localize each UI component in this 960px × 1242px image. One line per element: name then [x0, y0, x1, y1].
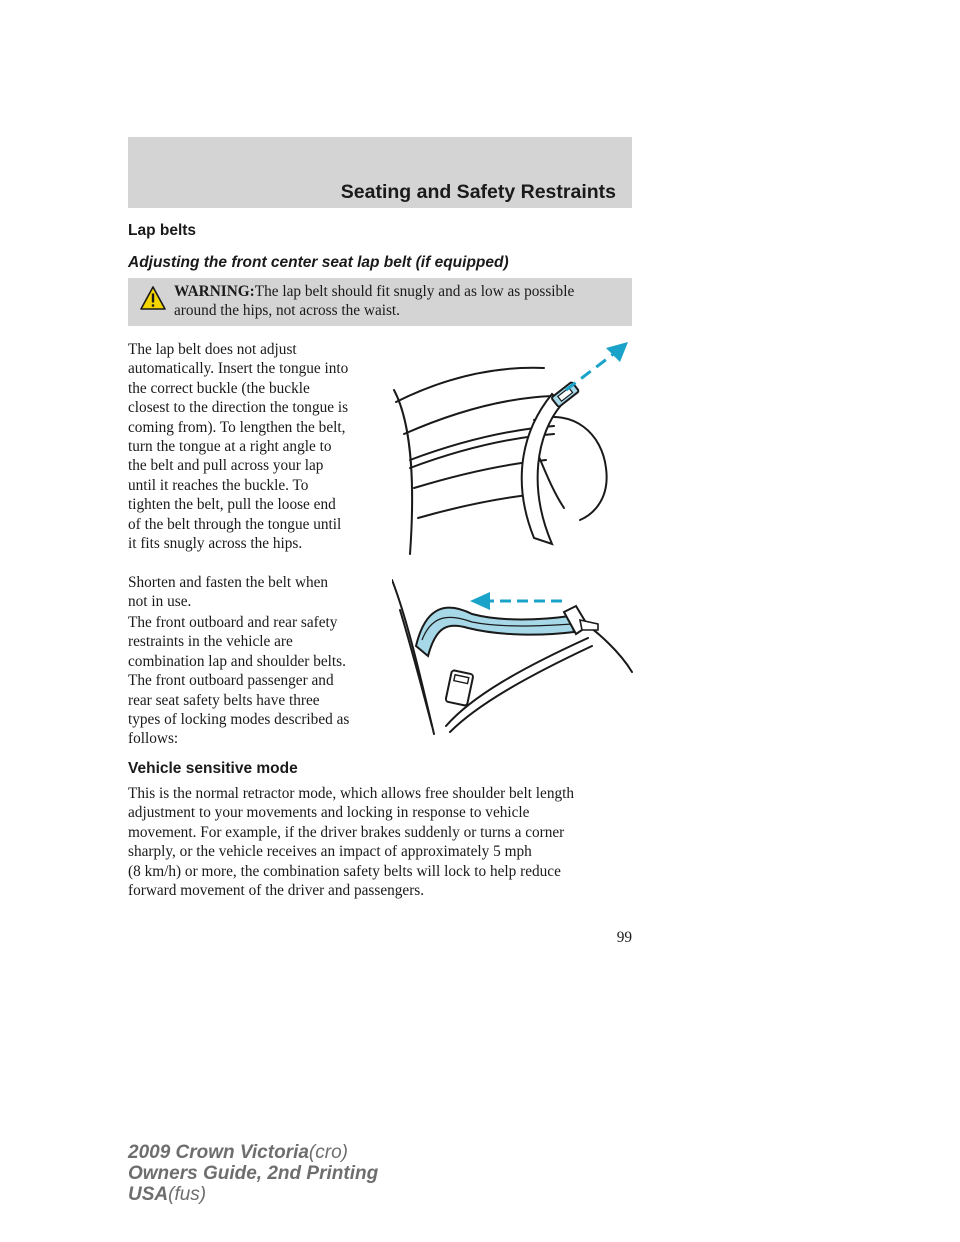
text-line: The front outboard passenger and — [128, 672, 334, 690]
text-line: (8 km/h) or more, the combination safety belts will lock to help reduce — [128, 862, 561, 880]
text-line: types of locking modes described as — [128, 711, 350, 729]
heading-vehicle-sensitive-mode: Vehicle sensitive mode — [128, 760, 298, 777]
text-line: automatically. Insert the tongue into — [128, 360, 349, 378]
subheading-center-seat-lap-belt: Adjusting the front center seat lap belt (if equipped) — [128, 254, 509, 271]
warning-box — [128, 278, 632, 326]
warning-line-1: The lap belt should fit snugly and as low as possible — [254, 283, 575, 300]
footer-model: 2009 Crown Victoria — [128, 1142, 309, 1163]
warning-line-2: around the hips, not across the waist. — [174, 302, 401, 319]
paragraph-vehicle-sensitive-mode — [128, 784, 574, 900]
document-footer — [128, 1142, 378, 1205]
text-line: Shorten and fasten the belt when — [128, 574, 329, 591]
warning-triangle-icon — [140, 286, 166, 310]
text-line: until it reaches the buckle. To — [128, 476, 309, 494]
footer-edition: Owners Guide, 2nd Printing — [128, 1163, 379, 1184]
text-line: follows: — [128, 730, 179, 748]
lap-belt-shorten-illustration — [392, 576, 638, 738]
text-line: it fits snugly across the hips. — [128, 535, 303, 553]
text-line: not in use. — [128, 593, 192, 611]
text-line: rear seat safety belts have three — [128, 691, 320, 709]
text-line: restraints in the vehicle are — [128, 633, 293, 651]
text-line: tighten the belt, pull the loose end — [128, 496, 336, 514]
lap-belt-lengthen-illustration — [384, 338, 636, 560]
text-line: movement. For example, if the driver brakes suddenly or turns a corner — [128, 823, 565, 841]
paragraph-lap-belt-adjust — [128, 340, 348, 553]
text-line: forward movement of the driver and passengers. — [128, 882, 425, 900]
text-line: coming from). To lengthen the belt, — [128, 418, 346, 436]
text-line: of the belt through the tongue until — [128, 515, 342, 533]
text-line: closest to the direction the tongue is — [128, 399, 349, 417]
text-line: the belt and pull across your lap — [128, 457, 324, 475]
text-line: the correct buckle (the buckle — [128, 379, 310, 397]
section-header-band — [128, 137, 632, 208]
text-line: sharply, or the vehicle receives an impact of approximately 5 mph — [128, 843, 532, 861]
footer-market: USA — [128, 1184, 169, 1205]
text-line: The lap belt does not adjust — [128, 341, 297, 358]
footer-model-code: (cro) — [308, 1142, 348, 1163]
paragraph-locking-modes — [128, 613, 349, 749]
text-line: This is the normal retractor mode, which allows free shoulder belt length — [128, 785, 575, 802]
footer-market-code: (fus) — [168, 1184, 207, 1205]
warning-text — [174, 282, 624, 320]
section-title: Seating and Safety Restraints — [340, 181, 616, 203]
heading-lap-belts: Lap belts — [128, 222, 197, 239]
text-line: turn the tongue at a right angle to — [128, 438, 332, 456]
paragraph-shorten-belt — [128, 573, 328, 612]
text-line: combination lap and shoulder belts. — [128, 652, 346, 670]
warning-label: WARNING: — [174, 283, 255, 300]
text-line: adjustment to your movements and locking in response to vehicle — [128, 804, 530, 822]
text-line: The front outboard and rear safety — [128, 614, 338, 631]
page-number: 99 — [616, 929, 632, 946]
